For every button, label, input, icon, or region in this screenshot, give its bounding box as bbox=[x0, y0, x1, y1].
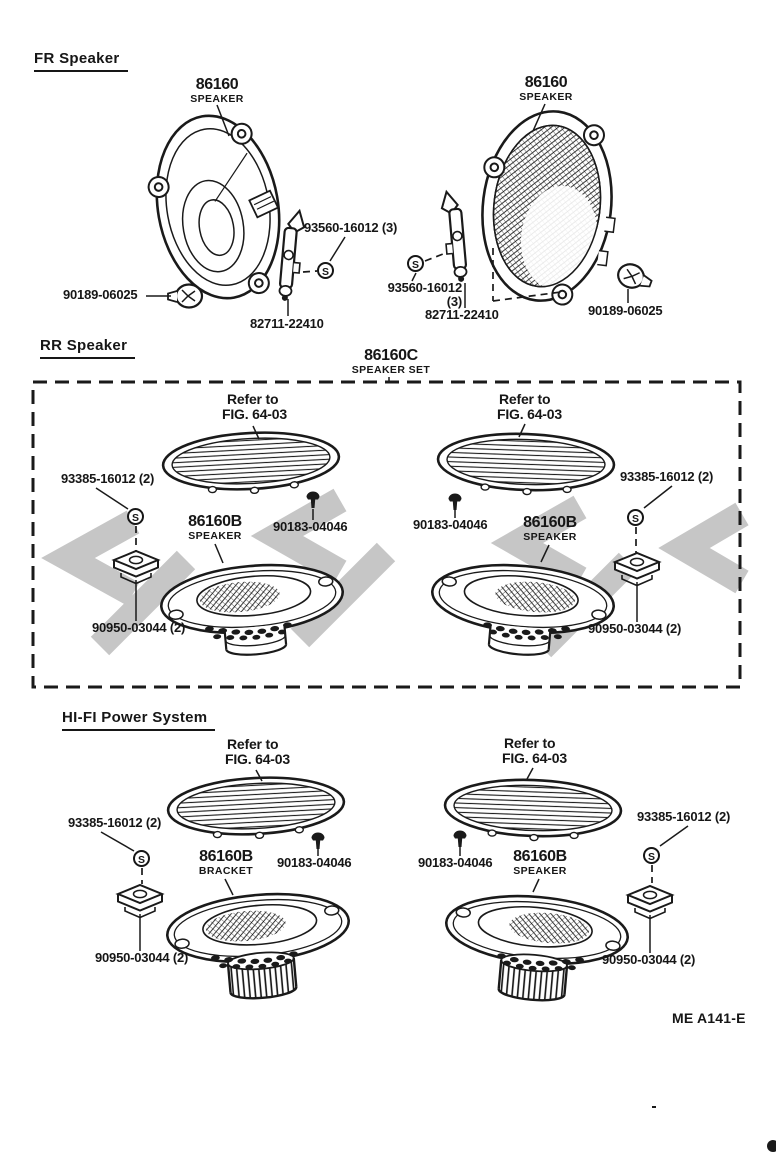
hifi-right-spacer-drawing bbox=[628, 886, 672, 919]
hifi-left-bracket-part-label bbox=[186, 849, 266, 877]
hifi-left-pin-drawing bbox=[312, 833, 325, 850]
rr-left-speaker-part-label bbox=[175, 514, 255, 542]
rr-right-pin-drawing bbox=[449, 494, 462, 511]
hifi-right-refer-line2: FIG. 64-03 bbox=[502, 750, 567, 766]
fr-left-grommet-drawing bbox=[168, 285, 202, 308]
fr-left-bracket-drawing bbox=[279, 210, 306, 302]
fr-left-bracket-part-label: 82711-22410 bbox=[250, 316, 324, 331]
hifi-right-refer-line1: Refer to bbox=[504, 735, 556, 751]
hifi-right-speaker-part-label bbox=[500, 849, 580, 877]
hifi-left-spacer-part-label: 90950-03044 (2) bbox=[95, 950, 189, 965]
hifi-right-speaker-drawing bbox=[440, 889, 630, 1007]
rr-right-speaker-drawing bbox=[428, 558, 617, 662]
hifi-left-spacer-drawing bbox=[118, 885, 162, 918]
rr-right-grille-drawing bbox=[437, 431, 615, 498]
hifi-right-clip-part-label: 90183-04046 bbox=[418, 855, 493, 870]
rr-right-refer-line1: Refer to bbox=[499, 391, 551, 407]
rr-speaker-set-part-number: 86160C bbox=[364, 347, 418, 364]
hifi-left-clip-part-label: 90183-04046 bbox=[277, 855, 352, 870]
fr-left-speaker-drawing bbox=[138, 106, 293, 309]
hifi-left-refer-line1: Refer to bbox=[227, 736, 279, 752]
rr-left-grille-drawing bbox=[162, 428, 341, 498]
rr-left-spacer-part-label: 90950-03044 (2) bbox=[92, 620, 186, 635]
hifi-left-bracket-part-name: BRACKET bbox=[198, 864, 254, 877]
fr-right-grommet-part-label: 90189-06025 bbox=[588, 303, 663, 318]
rr-left-screw-part-label: 93385-16012 (2) bbox=[61, 471, 155, 486]
fr-right-speaker-part-name: SPEAKER bbox=[519, 90, 573, 103]
fr-right-screw-part-number: 93560-16012 bbox=[387, 280, 462, 295]
hifi-left-screw-part-label: 93385-16012 (2) bbox=[68, 815, 162, 830]
rr-right-speaker-part-label bbox=[510, 515, 590, 543]
fr-right-speaker-part-number: 86160 bbox=[524, 74, 568, 91]
fr-right-screw-qty: (3) bbox=[446, 293, 462, 309]
fr-left-speaker-part-number: 86160 bbox=[195, 76, 239, 93]
hifi-left-speaker-drawing bbox=[164, 887, 354, 1005]
hifi-right-spacer-part-label: 90950-03044 (2) bbox=[602, 952, 696, 967]
hifi-right-speaker-part-number: 86160B bbox=[513, 848, 567, 865]
rr-right-speaker-part-name: SPEAKER bbox=[523, 530, 577, 543]
rr-speaker-set-label bbox=[336, 348, 446, 376]
rr-right-refer-line2: FIG. 64-03 bbox=[497, 406, 562, 422]
rr-left-screw-marker: S bbox=[127, 508, 144, 525]
fr-left-speaker-part-name: SPEAKER bbox=[190, 92, 244, 105]
fr-section-heading: FR Speaker bbox=[34, 51, 128, 72]
hifi-right-grille-drawing bbox=[444, 777, 622, 844]
rr-right-speaker-part-number: 86160B bbox=[523, 514, 577, 531]
rr-right-screw-part-label: 93385-16012 (2) bbox=[620, 469, 714, 484]
fr-left-screw-part-label: 93560-16012 (3) bbox=[304, 220, 398, 235]
rr-left-speaker-part-name: SPEAKER bbox=[188, 529, 242, 542]
rr-right-clip-part-label: 90183-04046 bbox=[413, 517, 488, 532]
rr-left-speaker-part-number: 86160B bbox=[188, 513, 242, 530]
fr-left-screw-marker: S bbox=[317, 262, 334, 279]
hifi-left-screw-marker: S bbox=[133, 850, 150, 867]
fr-right-screw-marker: S bbox=[407, 255, 424, 272]
rr-right-spacer-part-label: 90950-03044 (2) bbox=[588, 621, 682, 636]
hifi-right-screw-part-label: 93385-16012 (2) bbox=[637, 809, 731, 824]
rr-left-refer-line1: Refer to bbox=[227, 391, 279, 407]
rr-left-clip-part-label: 90183-04046 bbox=[273, 519, 348, 534]
hifi-left-bracket-part-number: 86160B bbox=[199, 848, 253, 865]
rr-speaker-set-part-name: SPEAKER SET bbox=[351, 363, 431, 376]
hifi-right-pin-drawing bbox=[454, 831, 467, 848]
fr-right-bracket-part-label: 82711-22410 bbox=[425, 307, 499, 322]
rr-left-refer-line2: FIG. 64-03 bbox=[222, 406, 287, 422]
hifi-left-refer-line2: FIG. 64-03 bbox=[225, 751, 290, 767]
hifi-section-heading: HI-FI Power System bbox=[62, 710, 215, 731]
scan-specks bbox=[652, 1106, 776, 1152]
fr-right-grommet-drawing bbox=[615, 261, 655, 294]
fr-left-grommet-part-label: 90189-06025 bbox=[63, 287, 138, 302]
hifi-right-screw-marker: S bbox=[643, 847, 660, 864]
rr-section-heading: RR Speaker bbox=[40, 338, 135, 359]
fr-right-speaker-part-label bbox=[506, 75, 586, 103]
figure-reference-code: ME A141-E bbox=[672, 1010, 746, 1026]
hifi-right-speaker-part-name: SPEAKER bbox=[513, 864, 567, 877]
rr-dashed-box bbox=[33, 382, 740, 687]
rr-right-screw-marker: S bbox=[627, 509, 644, 526]
fr-left-speaker-part-label bbox=[177, 77, 257, 105]
fr-right-bracket-drawing bbox=[441, 191, 468, 283]
fr-right-screw-part-label bbox=[368, 281, 462, 308]
